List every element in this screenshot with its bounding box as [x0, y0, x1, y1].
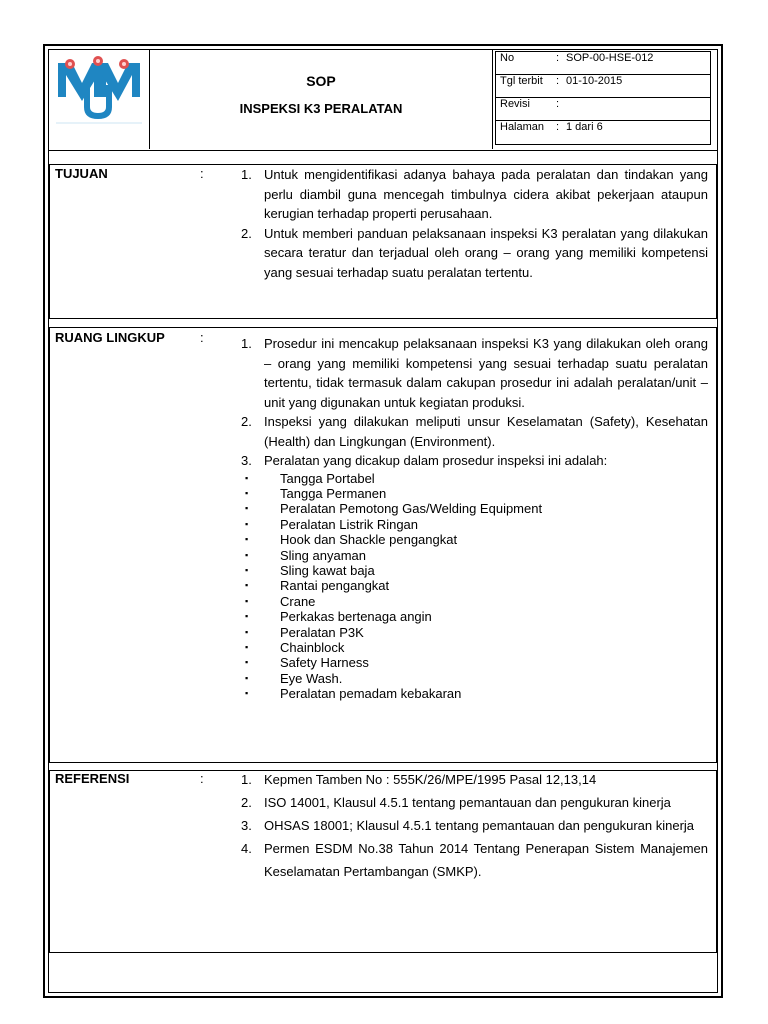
- meta-row-halaman: [496, 121, 710, 144]
- list-item: 2. ISO 14001, Klausul 4.5.1 tentang pemantauan dan pengukuran kinerja: [241, 795, 671, 810]
- list-item-text: Untuk mengidentifikasi adanya bahaya pada peralatan dan tindakan yang perlu diambil guna mencegah timbulnya cidera akibat pekerjaan ataupun kerugian terhadap properti perusahaan.: [264, 167, 708, 221]
- document-header: [48, 49, 718, 150]
- section-body: [236, 768, 708, 883]
- meta-label: Tgl terbit: [500, 75, 543, 87]
- list-item-text: OHSAS 18001; Klausul 4.5.1 tentang pemantauan dan pengukuran kinerja: [264, 818, 695, 833]
- section-colon: :: [200, 771, 204, 786]
- equipment-item: ▪ Peralatan Pemotong Gas/Welding Equipment: [245, 501, 543, 517]
- section-tujuan: [49, 164, 717, 319]
- meta-label: Halaman: [500, 121, 545, 133]
- section-body: [236, 165, 708, 282]
- section-colon: :: [200, 330, 204, 345]
- title-cell: [150, 49, 493, 149]
- logo-cell: [48, 49, 150, 149]
- list-item-text: Untuk memberi panduan pelaksanaan inspeksi K3 peralatan yang dilakukan secara teratur dan terjadual oleh orang – orang yang memiliki kompetensi yang sesuai terhadap suatu peralatan tertentu.: [264, 225, 708, 280]
- section-label: RUANG LINGKUP: [55, 330, 165, 345]
- list-item: 1. Untuk mengidentifikasi adanya bahaya pada peralatan dan tindakan yang perlu diambil guna mencegah timbulnya cidera akibat pekerjaan ataupun kerugian terhadap properti perusahaan.: [241, 167, 708, 221]
- equipment-list: [236, 471, 708, 702]
- list-item-text: Permen ESDM No.38 Tahun 2014 Tentang Penerapan Sistem Manajemen Keselamatan Pertambangan (SMKP).: [264, 841, 708, 879]
- list-item: 4. Permen ESDM No.38 Tahun 2014 Tentang Penerapan Sistem Manajemen Keselamatan Pertambangan (SMKP).: [241, 841, 708, 879]
- list-item: 1. Prosedur ini mencakup pelaksanaan inspeksi K3 yang dilakukan oleh orang – orang yang memiliki kompetensi yang sesuai terhadap suatu peralatan tertentu, tidak termasuk dalam cakupan prosedur ini adalah peralatan/unit – unit yang digunakan untuk kegiatan produksi.: [241, 336, 708, 410]
- meta-row-no: [496, 52, 710, 75]
- meta-colon: :: [556, 98, 560, 110]
- document-title: SOP: [306, 73, 336, 89]
- header-divider: [48, 150, 718, 151]
- equipment-item: ▪ Rantai pengangkat: [245, 578, 390, 594]
- list-item: 3. Peralatan yang dicakup dalam prosedur inspeksi ini adalah:: [241, 453, 608, 468]
- referensi-list: [236, 768, 708, 883]
- equipment-item: ▪ Safety Harness: [245, 655, 369, 671]
- list-item-text: ISO 14001, Klausul 4.5.1 tentang pemantauan dan pengukuran kinerja: [264, 795, 671, 810]
- list-item-text: Peralatan yang dicakup dalam prosedur inspeksi ini adalah:: [264, 453, 608, 468]
- meta-row-revisi: [496, 98, 710, 121]
- meta-label: Revisi: [500, 98, 530, 110]
- tujuan-list: [236, 165, 708, 282]
- equipment-item: ▪ Crane: [245, 593, 316, 609]
- list-item: 1. Kepmen Tamben No : 555K/26/MPE/1995 Pasal 12,13,14: [241, 772, 597, 787]
- section-label: TUJUAN: [55, 166, 108, 181]
- list-item: 2. Inspeksi yang dilakukan meliputi unsur Keselamatan (Safety), Kesehatan (Health) dan Lingkungan (Environment).: [241, 414, 708, 449]
- equipment-item: ▪ Eye Wash.: [245, 670, 343, 686]
- meta-row-tgl-terbit: [496, 75, 710, 98]
- equipment-item: ▪ Tangga Portabel: [245, 470, 375, 486]
- document-subtitle: INSPEKSI K3 PERALATAN: [239, 101, 403, 116]
- list-item-text: Prosedur ini mencakup pelaksanaan inspeksi K3 yang dilakukan oleh orang – orang yang memiliki kompetensi yang sesuai terhadap suatu peralatan tertentu, tidak termasuk dalam cakupan prosedur ini adalah peralatan/unit – unit yang digunakan untuk kegiatan produksi.: [264, 336, 708, 410]
- company-logo: [48, 49, 149, 149]
- equipment-item: ▪ Sling anyaman: [245, 547, 366, 563]
- equipment-item: ▪ Peralatan pemadam kebakaran: [245, 686, 462, 702]
- equipment-item: ▪ Peralatan P3K: [245, 624, 364, 640]
- list-item-text: Inspeksi yang dilakukan meliputi unsur Keselamatan (Safety), Kesehatan (Health) dan Lingkungan (Environment).: [264, 414, 708, 449]
- equipment-item: ▪ Hook dan Shackle pengangkat: [245, 532, 458, 548]
- meta-label: No: [500, 52, 515, 64]
- section-label: REFERENSI: [55, 771, 130, 786]
- section-colon: :: [200, 166, 204, 181]
- equipment-item: ▪ Perkakas bertenaga angin: [245, 609, 432, 625]
- meta-colon: :: [556, 52, 560, 64]
- section-ruang-lingkup: [49, 327, 717, 763]
- meta-value: SOP-00-HSE-012: [566, 52, 654, 64]
- meta-colon: :: [556, 75, 560, 87]
- equipment-item: ▪ Tangga Permanen: [245, 485, 387, 501]
- equipment-item: ▪ Peralatan Listrik Ringan: [245, 516, 419, 532]
- document-meta-table: [495, 51, 711, 145]
- list-item-text: Kepmen Tamben No : 555K/26/MPE/1995 Pasal 12,13,14: [264, 772, 597, 787]
- equipment-item: ▪ Chainblock: [245, 639, 345, 655]
- section-referensi: [49, 770, 717, 953]
- list-item: 3. OHSAS 18001; Klausul 4.5.1 tentang pemantauan dan pengukuran kinerja: [241, 818, 695, 833]
- equipment-item: ▪ Sling kawat baja: [245, 562, 375, 578]
- list-item: 2. Untuk memberi panduan pelaksanaan inspeksi K3 peralatan yang dilakukan secara teratur dan terjadual oleh orang – orang yang memiliki kompetensi yang sesuai terhadap suatu peralatan tertentu.: [241, 225, 708, 280]
- section-body: [236, 334, 708, 702]
- meta-colon: :: [556, 121, 560, 133]
- ruang-lingkup-list: [236, 334, 708, 471]
- meta-value: 1 dari 6: [566, 121, 603, 133]
- meta-value: 01-10-2015: [566, 75, 623, 87]
